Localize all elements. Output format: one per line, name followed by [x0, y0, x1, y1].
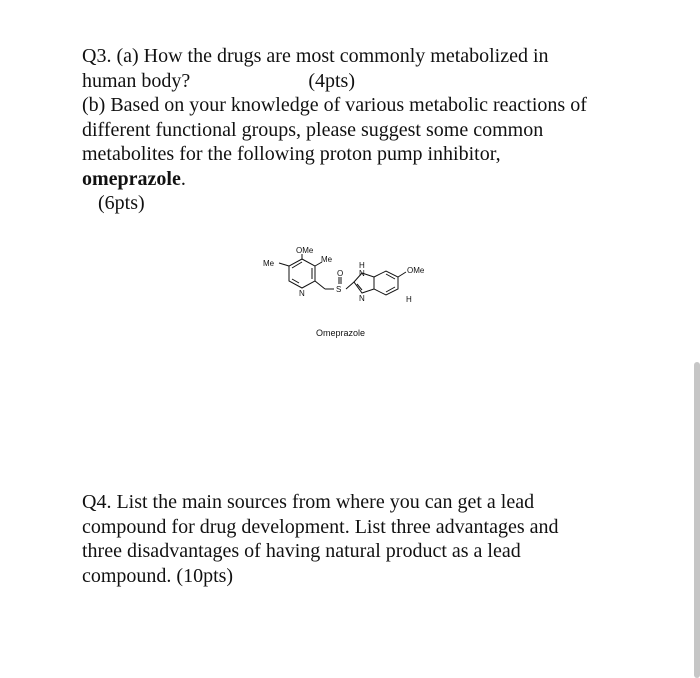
q3-line-1: Q3. (a) How the drugs are most commonly metabolized in — [82, 45, 549, 67]
q4-line-2: compound for drug development. List three advantages and — [82, 515, 559, 538]
label-o-sulfoxide: O — [337, 269, 344, 278]
q3-line-6 — [82, 167, 682, 192]
figure-caption: Omeprazole — [316, 328, 366, 338]
q3-part-a-end: human body? — [82, 69, 191, 92]
question-3 — [82, 44, 682, 216]
omeprazole-structure — [250, 240, 450, 350]
label-n-bottom: N — [359, 294, 365, 303]
label-ome-right: OMe — [407, 266, 425, 275]
label-ome-top: OMe — [296, 246, 314, 255]
label-h-bottom: H — [406, 295, 412, 304]
q3-part-a-points: (4pts) — [308, 69, 355, 92]
label-n-pyridine: N — [299, 289, 305, 298]
pyridine-ring — [289, 259, 315, 288]
q3-line-3: (b) Based on your knowledge of various metabolic reactions of — [82, 94, 587, 116]
omeprazole-structure-drawing — [250, 240, 450, 350]
question-4 — [82, 490, 682, 588]
q3-line-5: metabolites for the following proton pump inhibitor, — [82, 143, 501, 165]
q3-line-6-period: . — [180, 167, 186, 190]
benzene-ring — [374, 271, 398, 295]
label-s-sulfoxide: S — [336, 285, 342, 294]
vertical-scrollbar[interactable] — [694, 362, 700, 678]
q3-part-b-points: (6pts) — [98, 192, 145, 214]
q4-line-4: compound. (10pts) — [82, 564, 234, 587]
q4-line-1: Q4. List the main sources from where you can get a lead — [82, 491, 535, 513]
label-me-left: Me — [263, 259, 275, 268]
q4-line-3: three disadvantages of having natural product as a lead — [82, 540, 521, 562]
q3-line-4: different functional groups, please suggest some common — [82, 118, 544, 141]
label-n-h: N — [359, 269, 365, 278]
label-me-right: Me — [321, 255, 333, 264]
label-h-top: H — [359, 261, 365, 270]
drug-name-omeprazole: omeprazole — [82, 167, 181, 190]
q3-line-2 — [82, 69, 682, 94]
